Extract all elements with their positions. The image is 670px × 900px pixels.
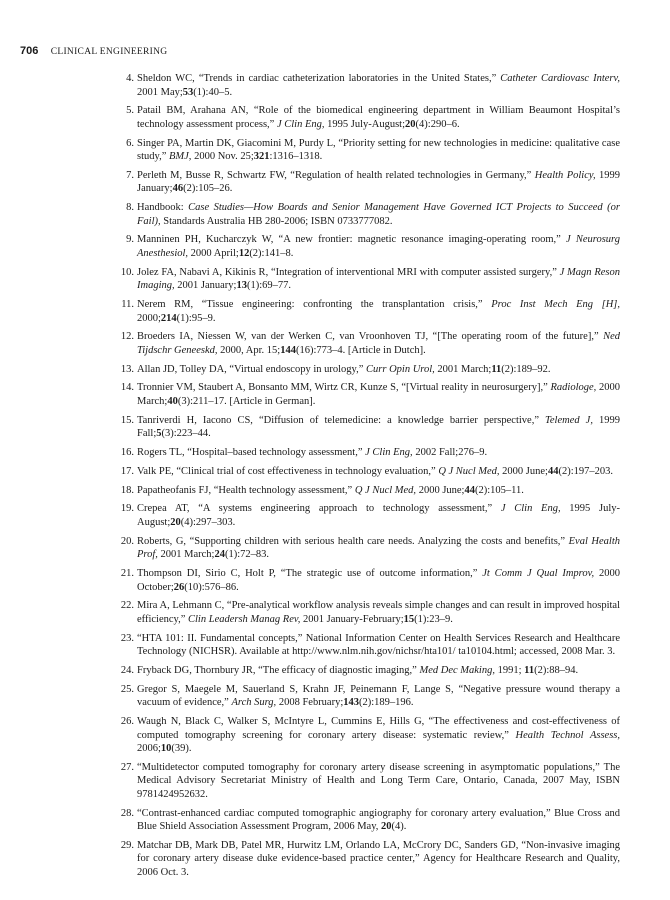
reference-text: Mira A, Lehmann C, “Pre-analytical workflow analysis reveals simple changes and can result in improved hospital efficiency,” (137, 600, 620, 625)
reference-item (120, 807, 620, 834)
reference-text: (4):297–303. (180, 516, 236, 528)
volume-number: 40 (167, 395, 178, 407)
reference-text: Matchar DB, Mark DB, Patel MR, Hurwitz LM, Orlando LA, McCrory DC, Sanders GD, “Non-invasive imaging for coronary artery disease duke evidence-based practice center,” Agency for Healthcare Research and Quality, 2006 Oct. 3. (137, 839, 620, 878)
volume-number: 24 (214, 549, 225, 561)
reference-item (126, 137, 620, 164)
reference-text: Papatheofanis FJ, “Health technology assessment,” (137, 484, 355, 496)
reference-number: 8. (126, 202, 134, 214)
reference-text: Tanriverdi H, Iacono CS, “Diffusion of telemedicine: a knowledge barrier perspective,” (137, 414, 546, 426)
reference-text: Roberts, G, “Supporting children with serious health care needs. Analyzing the costs and benefits,” (137, 535, 569, 547)
reference-text: 1995 July-August; (137, 503, 620, 528)
reference-number: 19. (120, 503, 134, 515)
reference-number: 29. (120, 839, 134, 851)
journal-title: Case Studies—How Boards and Senior Management Have Governed ICT Projects to Succeed (or Fail), (137, 202, 620, 227)
reference-text: Patail BM, Arahana AN, “Role of the biomedical engineering department in William Beaumont Hospital’s technology assessment process,” (137, 105, 620, 130)
reference-text: 2000 June; (499, 465, 548, 477)
volume-number: 11 (491, 363, 502, 375)
reference-item (120, 266, 620, 293)
reference-number: 11. (121, 299, 134, 311)
reference-text: Tronnier VM, Staubert A, Bonsanto MM, Wirtz CR, Kunze S, “[Virtual reality in neurosurgery],” (137, 382, 551, 394)
reference-item (120, 839, 620, 880)
reference-text: (1):95–9. (176, 312, 216, 324)
reference-text: 2000 April; (188, 247, 239, 259)
reference-number: 10. (120, 266, 134, 278)
reference-number: 15. (120, 414, 134, 426)
volume-number: 53 (182, 86, 194, 98)
journal-title: Clin Leadersh Manag Rev, (188, 613, 301, 625)
reference-text: (2):105–26. (183, 183, 233, 195)
volume-number: 143 (343, 697, 360, 709)
volume-number: 10 (160, 743, 172, 755)
reference-item (120, 683, 620, 710)
reference-text: (4):290–6. (415, 118, 460, 130)
reference-text: (10):576–86. (184, 581, 239, 593)
reference-text: 2001 January-February; (300, 613, 404, 625)
reference-text: (1):72–83. (224, 549, 270, 561)
reference-text: Crepea AT, “A systems engineering approach to technology assessment,” (137, 503, 501, 515)
reference-item (120, 599, 620, 626)
reference-number: 26. (120, 716, 134, 728)
journal-title: J Clin Eng, (500, 503, 561, 515)
reference-text: (4). (391, 821, 407, 833)
reference-number: 20. (120, 535, 134, 547)
volume-number: 44 (464, 484, 475, 496)
reference-text: Waugh N, Black C, Walker S, McIntyre L, Cummins E, Hills G, “The effectiveness and cost-effectiveness of computed tomography screening for coronary artery disease: systematic review,” (137, 716, 620, 741)
reference-text: Singer PA, Martin DK, Giacomini M, Purdy L, “Priority setting for new technologies in medicine: qualitative case study,” (137, 137, 620, 163)
reference-number: 14. (120, 382, 134, 394)
reference-text: Valk PE, “Clinical trial of cost effectiveness in technology evaluation,” (137, 465, 439, 477)
reference-text: Thompson DI, Sirio C, Holt P, “The strategic use of outcome information,” (137, 568, 483, 580)
reference-text: 1999 January; (137, 169, 620, 195)
journal-title: Jt Comm J Qual Improv, (482, 568, 595, 580)
reference-item (120, 484, 620, 498)
reference-item (120, 446, 620, 460)
reference-text: Jolez FA, Nabavi A, Kikinis R, “Integration of interventional MRI with computer assisted surgery,” (137, 266, 560, 278)
page-number: 706 (20, 45, 39, 57)
reference-text: 1991; (494, 664, 525, 676)
reference-text: (2):189–92. (501, 363, 551, 375)
journal-title: Med Dec Making, (419, 664, 495, 676)
reference-text: “Contrast-enhanced cardiac computed tomographic angiography for coronary artery evaluation,” Blue Cross and Blue Shield Association Assessment Program, 2006 May, (137, 807, 620, 833)
reference-item (120, 664, 620, 678)
journal-title: Health Policy, (534, 169, 596, 181)
reference-text: (1):23–9. (414, 613, 453, 625)
reference-text: Allan JD, Tolley DA, “Virtual endoscopy in urology,” (137, 363, 367, 375)
volume-number: 11 (524, 664, 535, 676)
volume-number: 321 (253, 151, 270, 163)
journal-title: Telemed J, (545, 414, 593, 426)
journal-title: Arch Surg, (231, 697, 277, 709)
reference-item (126, 104, 620, 131)
journal-title: Health Technol Assess, (515, 729, 621, 741)
reference-list (120, 72, 621, 885)
volume-number: 5 (156, 428, 162, 440)
reference-item (126, 201, 620, 228)
reference-text: :1316–1318. (269, 151, 323, 163)
reference-item (120, 632, 620, 659)
journal-title: J Clin Eng, (365, 447, 413, 459)
journal-title: Catheter Cardiovasc Interv, (500, 73, 621, 84)
reference-number: 16. (120, 447, 134, 459)
reference-item (120, 381, 621, 408)
journal-title: Q J Nucl Med, (438, 465, 500, 477)
reference-item (120, 414, 620, 441)
volume-number: 20 (170, 516, 181, 528)
reference-number: 22. (120, 600, 134, 612)
reference-number: 13. (120, 363, 134, 375)
reference-item (120, 715, 621, 756)
reference-text: 2001 March; (434, 363, 492, 375)
reference-number: 4. (126, 73, 134, 84)
reference-number: 7. (126, 169, 134, 181)
reference-text: Broeders IA, Niessen W, van der Werken C, van Vroonhoven TJ, “[The operating room of the future],” (137, 331, 604, 343)
reference-text: (2):141–8. (249, 247, 294, 259)
volume-number: 12 (238, 247, 250, 259)
reference-text: 2000 October; (137, 568, 620, 593)
reference-number: 25. (120, 683, 134, 695)
reference-text: (3):211–17. [Article in German]. (177, 395, 316, 407)
reference-text: 2000 June; (416, 484, 465, 496)
reference-text: 2000; (137, 312, 161, 324)
journal-title: Radiologe, (550, 382, 597, 394)
reference-text: 2002 Fall;276–9. (412, 447, 488, 459)
reference-item (120, 363, 620, 377)
reference-text: 2000 March; (137, 382, 621, 407)
reference-item (120, 502, 620, 529)
volume-number: 20 (405, 118, 416, 130)
volume-number: 44 (547, 465, 559, 477)
journal-title: BMJ, (168, 151, 192, 163)
reference-text: 2008 February; (276, 697, 344, 709)
reference-text: 2000 Nov. 25; (191, 151, 254, 163)
reference-number: 18. (120, 484, 134, 496)
reference-item (120, 567, 620, 594)
reference-text: Manninen PH, Kucharczyk W, “A new frontier: magnetic resonance imaging-operating room,” (137, 234, 566, 246)
reference-text: (2):197–203. (558, 465, 614, 477)
journal-title: Eval Health Prof, (137, 535, 620, 561)
reference-item (120, 465, 620, 479)
volume-number: 46 (172, 183, 184, 195)
reference-text: 2006; (137, 743, 161, 755)
reference-number: 28. (120, 807, 134, 819)
reference-text: 2001 March; (157, 549, 215, 561)
journal-title: Curr Opin Urol, (366, 363, 435, 375)
reference-text: Perleth M, Busse R, Schwartz FW, “Regulation of health related technologies in Germany,” (137, 169, 535, 181)
reference-text: 1999 Fall; (137, 414, 620, 440)
reference-number: 23. (120, 632, 134, 644)
reference-number: 17. (120, 465, 134, 477)
reference-number: 5. (126, 105, 134, 117)
reference-number: 27. (120, 761, 134, 773)
volume-number: 26 (173, 581, 185, 593)
volume-number: 144 (280, 344, 296, 356)
reference-item (126, 169, 620, 196)
running-title: CLINICAL ENGINEERING (50, 47, 168, 57)
reference-text: Fryback DG, Thornbury JR, “The efficacy of diagnostic imaging,” (137, 664, 420, 676)
reference-text: Sheldon WC, “Trends in cardiac catheterization laboratories in the United States,” (137, 73, 501, 84)
journal-title: Proc Inst Mech Eng [H], (491, 299, 620, 311)
reference-item (120, 761, 620, 802)
reference-text: 1995 July-August; (324, 118, 406, 130)
reference-item (121, 298, 620, 325)
reference-text: (3):223–44. (161, 428, 211, 440)
reference-text: Handbook: (137, 202, 189, 214)
journal-title: J Magn Reson Imaging, (137, 266, 620, 292)
reference-text: 2001 January; (174, 280, 237, 292)
reference-text: “Multidetector computed tomography for coronary artery disease screening in asymptomatic populations,” The Medical Advisory Secretariat Ministry of Health and Long Term Care, Ontario, Canada, 2007 May, ISBN 9781424952632. (137, 761, 620, 800)
reference-text: 2000, Apr. 15; (217, 344, 281, 356)
reference-text: (2):88–94. (534, 664, 579, 676)
reference-number: 24. (120, 664, 134, 676)
journal-title: Ned Tijdschr Geneeskd, (137, 331, 620, 356)
volume-number: 20 (381, 821, 392, 833)
volume-number: 214 (160, 312, 177, 324)
journal-title: J Neurosurg Anesthesiol, (137, 234, 620, 259)
reference-number: 6. (126, 137, 134, 149)
reference-text: (2):189–196. (359, 697, 414, 709)
reference-number: 12. (120, 331, 134, 343)
reference-text: 2001 May; (137, 86, 183, 98)
reference-item (126, 233, 620, 260)
journal-title: J Clin Eng, (276, 118, 325, 130)
reference-text: (16):773–4. [Article in Dutch]. (295, 344, 426, 356)
reference-item (120, 330, 620, 357)
volume-number: 13 (236, 280, 247, 292)
reference-item (120, 535, 620, 562)
reference-text: Rogers TL, “Hospital–based technology assessment,” (137, 447, 366, 459)
reference-text: Nerem RM, “Tissue engineering: confronting the transplantation crisis,” (137, 299, 492, 311)
reference-number: 21. (120, 568, 134, 580)
reference-text: (1):69–77. (246, 280, 291, 292)
reference-text: Gregor S, Maegele M, Sauerland S, Krahn JF, Peinemann F, Lange S, “Negative pressure wound therapy a vacuum of evidence,” (137, 683, 620, 709)
reference-text: (2):105–11. (474, 484, 524, 496)
volume-number: 15 (403, 613, 415, 625)
running-header (20, 45, 167, 58)
journal-title: Q J Nucl Med, (354, 484, 417, 496)
reference-text: Standards Australia HB 280-2006; ISBN 0733777082. (160, 215, 393, 227)
reference-item (126, 72, 621, 99)
reference-number: 9. (126, 234, 134, 246)
reference-text: (39). (171, 743, 192, 755)
reference-text: “HTA 101: II. Fundamental concepts,” National Information Center on Health Services Research and Healthcare Technology (NICHSR). Available at http://www.nlm.nih.gov/nichsr/hta101/ ta10104.html; accessed, 2008 Mar. 3. (137, 632, 620, 658)
reference-text: (1):40–5. (193, 86, 233, 98)
